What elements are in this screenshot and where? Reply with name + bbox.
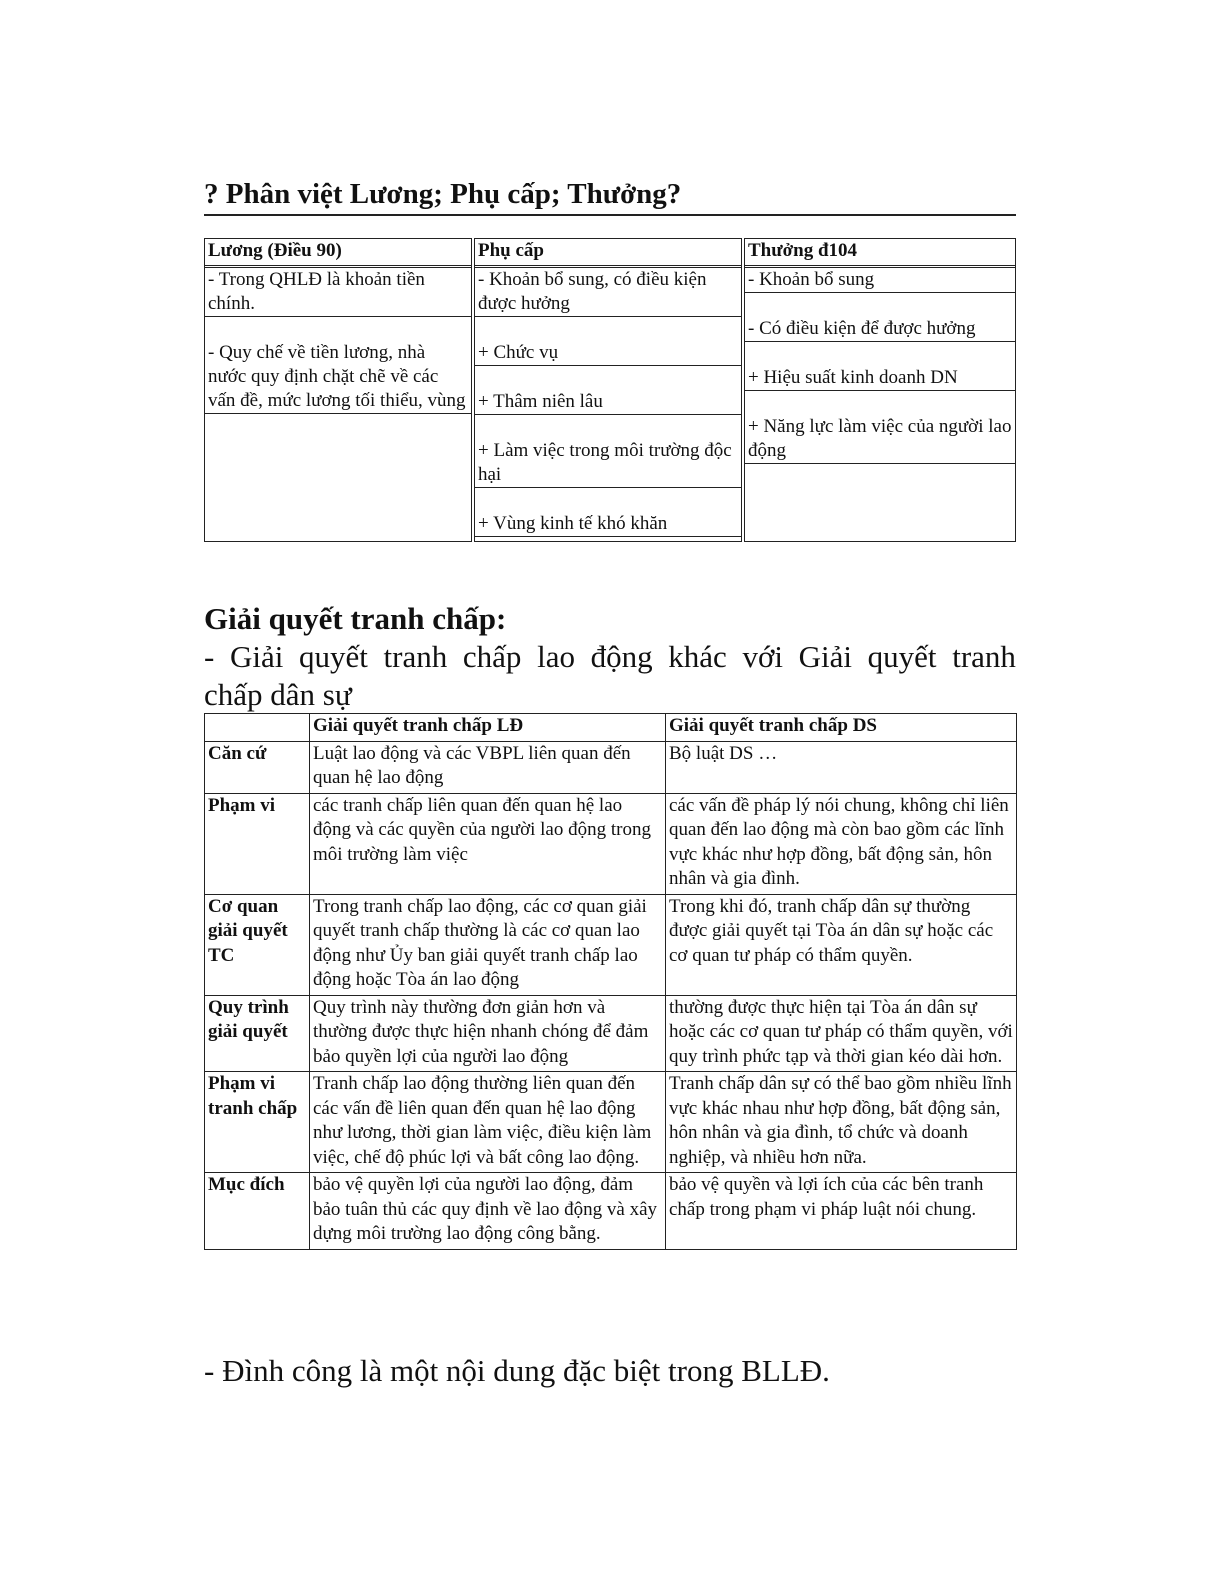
comparison-table-salary — [204, 238, 1016, 542]
header-cell-ld: Giải quyết tranh chấp LĐ — [310, 714, 666, 742]
column-item: - Quy chế về tiền lương, nhà nước quy định chặt chẽ về các vấn đề, mức lương tối thiểu, vùng — [205, 341, 471, 414]
cell-ld: bảo vệ quyền lợi của người lao động, đảm bảo tuân thủ các quy định về lao động và xây dựng môi trường lao động công bằng. — [310, 1173, 666, 1250]
column-item: - Trong QHLĐ là khoản tiền chính. — [205, 268, 471, 317]
table-row — [205, 741, 1017, 793]
column-header: Lương (Điều 90) — [205, 239, 471, 268]
table-row — [205, 1072, 1017, 1173]
column-header: Phụ cấp — [475, 239, 741, 268]
intro-word: tranh — [383, 639, 448, 674]
intro-word: - — [204, 639, 215, 674]
cell-ds: Bộ luật DS … — [666, 741, 1017, 793]
intro-word: Giải — [229, 639, 284, 674]
column-item: - Có điều kiện để được hưởng — [745, 317, 1015, 342]
intro-line-1 — [204, 638, 1016, 676]
row-label: Phạm vi tranh chấp — [205, 1072, 310, 1173]
cell-ds: các vấn đề pháp lý nói chung, không chỉ liên quan đến lao động mà còn bao gồm các lĩnh vực khác như hợp đồng, bất động sản, hôn nhân và gia đình. — [666, 793, 1017, 894]
column-item: + Chức vụ — [475, 341, 741, 366]
row-label: Quy trình giải quyết — [205, 995, 310, 1072]
table-row — [205, 793, 1017, 894]
table-row — [205, 995, 1017, 1072]
cell-ld: Trong tranh chấp lao động, các cơ quan giải quyết tranh chấp thường là các cơ quan lao động như Ủy ban giải quyết tranh chấp lao động hoặc Tòa án lao động — [310, 894, 666, 995]
intro-word: khác — [668, 639, 727, 674]
intro-word: lao — [537, 639, 575, 674]
dispute-comparison-table — [204, 713, 1017, 1250]
closing-statement: - Đình công là một nội dung đặc biệt trong BLLĐ. — [204, 1353, 830, 1388]
row-label: Phạm vi — [205, 793, 310, 894]
cell-ld: các tranh chấp liên quan đến quan hệ lao động và các quyền của người lao động trong môi trường làm việc — [310, 793, 666, 894]
table-header-row — [205, 714, 1017, 742]
column-phu-cap — [474, 238, 742, 542]
column-thuong — [744, 238, 1016, 542]
row-label: Cơ quan giải quyết TC — [205, 894, 310, 995]
column-item: - Khoản bổ sung, có điều kiện được hưởng — [475, 268, 741, 317]
cell-ld: Luật lao động và các VBPL liên quan đến quan hệ lao động — [310, 741, 666, 793]
table-row — [205, 1173, 1017, 1250]
cell-ld: Tranh chấp lao động thường liên quan đến các vấn đề liên quan đến quan hệ lao động như lương, thời gian làm việc, điều kiện làm việc, chế độ phúc lợi và bất công lao động. — [310, 1072, 666, 1173]
column-item: + Thâm niên lâu — [475, 390, 741, 415]
document-page — [204, 0, 1016, 1585]
column-item: + Làm việc trong môi trường độc hại — [475, 439, 741, 488]
table-row — [205, 894, 1017, 995]
column-item: + Năng lực làm việc của người lao động — [745, 415, 1015, 464]
column-item: + Hiệu suất kinh doanh DN — [745, 366, 1015, 391]
column-item: - Khoản bổ sung — [745, 268, 1015, 293]
intro-word: quyết — [867, 639, 937, 674]
cell-ds: Tranh chấp dân sự có thể bao gồm nhiều lĩnh vực khác nhau như hợp đồng, bất động sản, hôn nhân và gia đình, tổ chức và doanh nghiệp, và nhiều hơn nữa. — [666, 1072, 1017, 1173]
header-cell-ds: Giải quyết tranh chấp DS — [666, 714, 1017, 742]
section2-title: Giải quyết tranh chấp: — [204, 601, 507, 636]
cell-ds: Trong khi đó, tranh chấp dân sự thường được giải quyết tại Tòa án dân sự hoặc các cơ quan tư pháp có thẩm quyền. — [666, 894, 1017, 995]
column-item: + Vùng kinh tế khó khăn — [475, 512, 741, 537]
intro-word: Giải — [798, 639, 853, 674]
intro-word: tranh — [952, 639, 1016, 674]
intro-word: quyết — [299, 639, 368, 674]
cell-ds: bảo vệ quyền và lợi ích của các bên tranh chấp trong phạm vi pháp luật nói chung. — [666, 1173, 1017, 1250]
intro-word: chấp — [462, 639, 522, 674]
column-luong — [204, 238, 472, 542]
column-header: Thưởng đ104 — [745, 239, 1015, 268]
intro-word: với — [742, 639, 783, 674]
row-label: Mục đích — [205, 1173, 310, 1250]
intro-line-2: chấp dân sự — [204, 677, 352, 712]
row-label: Căn cứ — [205, 741, 310, 793]
cell-ds: thường được thực hiện tại Tòa án dân sự hoặc các cơ quan tư pháp có thẩm quyền, với quy trình phức tạp và thời gian kéo dài hơn. — [666, 995, 1017, 1072]
intro-word: động — [590, 639, 653, 674]
section1-title: ? Phân việt Lương; Phụ cấp; Thưởng? — [204, 176, 1016, 216]
section2-intro — [204, 638, 1016, 714]
header-cell-empty — [205, 714, 310, 742]
cell-ld: Quy trình này thường đơn giản hơn và thường được thực hiện nhanh chóng để đảm bảo quyền lợi của người lao động — [310, 995, 666, 1072]
